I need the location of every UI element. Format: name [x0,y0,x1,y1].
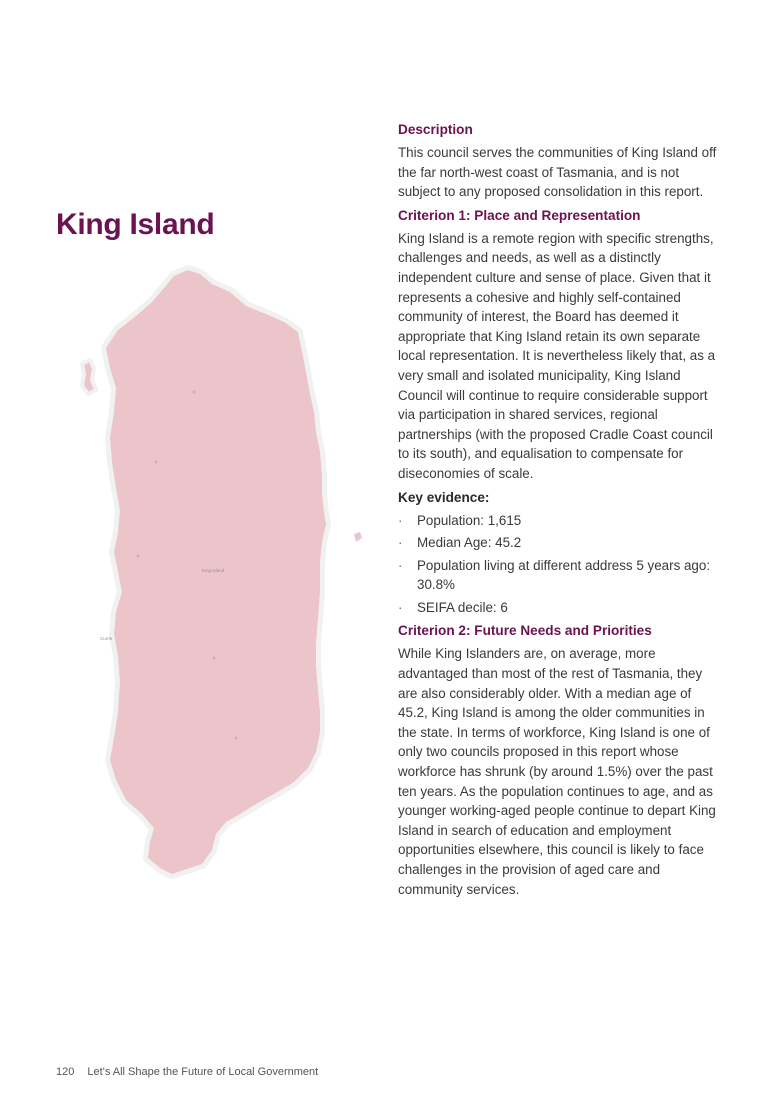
map-label-king-island: King Island [202,568,225,573]
description-heading: Description [398,122,473,137]
map-marker [213,657,216,660]
page-title: King Island [56,208,215,241]
page-footer [56,1066,318,1078]
key-evidence-list [398,511,724,618]
map-marker [155,461,158,464]
king-island-map [70,262,370,902]
map-label-currie: Currie [100,636,113,641]
evidence-seifa: SEIFA decile: 6 [417,599,508,615]
list-item [398,598,724,618]
bullet-icon: · [398,557,403,573]
criterion2-heading: Criterion 2: Future Needs and Priorities [398,623,652,639]
bullet-icon: · [398,512,403,528]
islet-east [354,532,362,542]
islet-west [82,360,96,394]
bullet-icon: · [398,535,403,551]
page-number: 120 [56,1066,75,1078]
map-marker [193,391,196,394]
main-content [398,120,724,903]
description-text: This council serves the communities of King Island off the far north-west coast of Tasmania, and is not subject to any proposed consolidation in this report. [398,145,717,200]
list-item [398,533,724,553]
list-item [398,556,724,595]
map-graphic [70,262,370,902]
evidence-address-change: Population living at different address 5 years ago: 30.8% [417,557,711,593]
evidence-population: Population: 1,615 [417,512,522,528]
criterion1-heading: Criterion 1: Place and Representation [398,207,641,223]
key-evidence-heading: Key evidence: [398,489,490,505]
criterion2-text: While King Islanders are, on average, more advantaged than most of the rest of Tasmania, they are also considerably older. With a median age of 45.2, King Island is among the older communities in the state. In terms of workforce, King Island is one of only two councils proposed in this report whose workforce has shrunk (by around 1.5%) over the past ten years. As the population continues to age, and as younger working-aged people continue to depart King Island in search of education and employment opportunities elsewhere, this council is likely to face challenges in the provision of aged care and community services. [398,646,716,897]
list-item [398,511,724,531]
publication-title: Let's All Shape the Future of Local Government [87,1066,319,1078]
evidence-median-age: Median Age: 45.2 [417,535,522,551]
bullet-icon: · [398,599,403,615]
map-marker [235,737,238,740]
criterion1-text: King Island is a remote region with specific strengths, challenges and needs, as well as a distinctly independent culture and sense of place. Given that it represents a cohesive and highly self-contained community of interest, the Board has deemed it appropriate that King Island retain its own separate local representation. It is nevertheless likely that, as a very small and isolated municipality, King Island Council will continue to require considerable support via participation in shared services, regional partnerships (with the proposed Cradle Coast council to its south), and equalisation to compensate for diseconomies of scale. [398,230,716,481]
map-marker [137,555,140,558]
